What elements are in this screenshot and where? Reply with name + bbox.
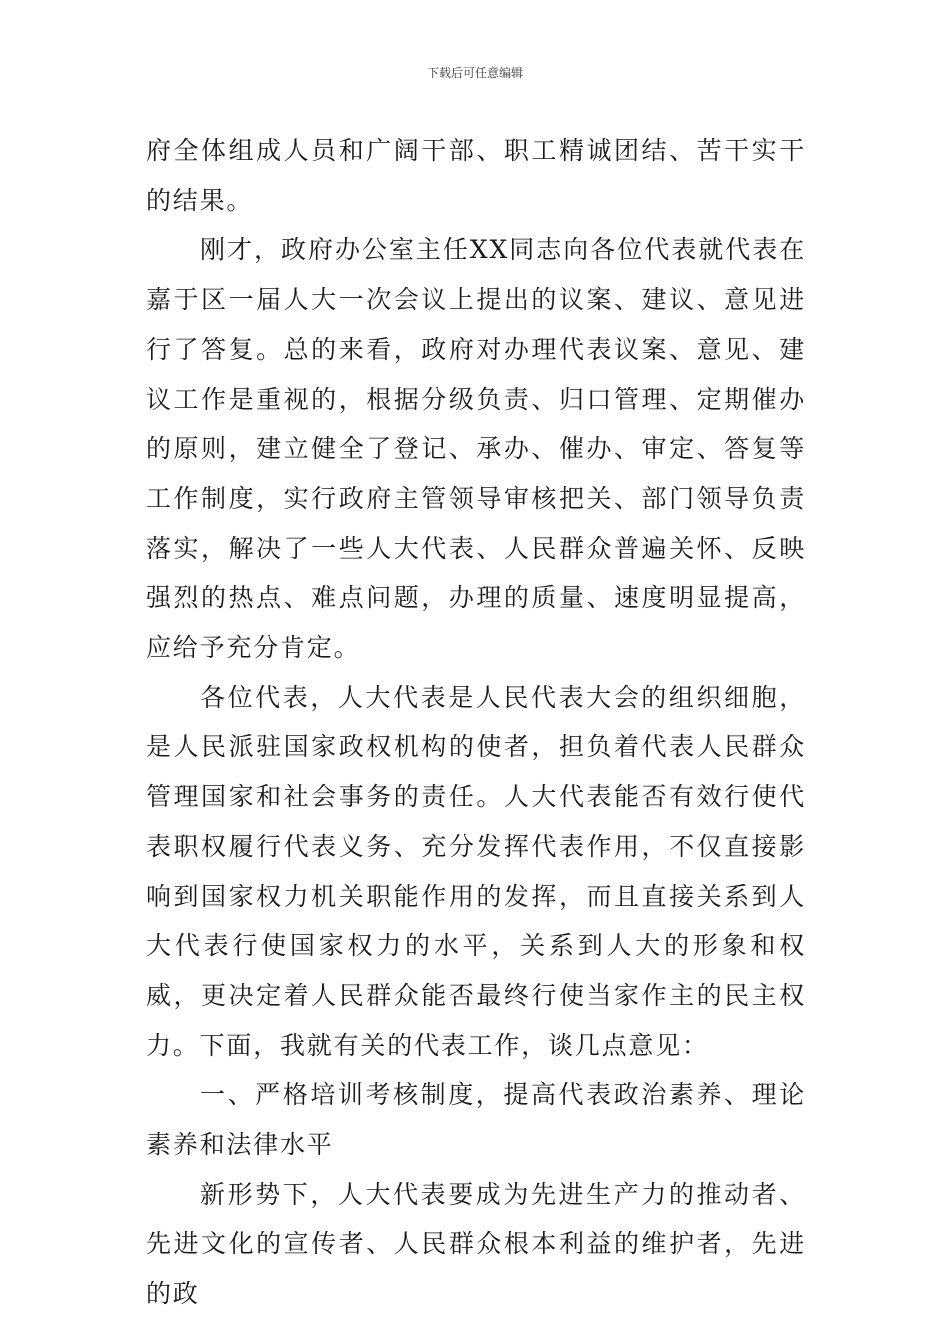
paragraph-deputy-role: 各位代表，人大代表是人民代表大会的组织细胞，是人民派驻国家政权机构的使者，担负着代表人民群众管理国家和社会事务的责任。人大代表能否有效行使代表职权履行代表义务、充分发挥代表作用，不仅直接影响到国家权力机关职能作用的发挥，而且直接关系到人大代表行使国家权力的水平，关系到人大的形象和权威，更决定着人民群众能否最终行使当家作主的民主权力。下面，我就有关的代表工作，谈几点意见： <box>146 682 806 1060</box>
section-heading-one: 一、严格培训考核制度，提高代表政治素养、理论素养和法律水平 <box>146 1080 806 1160</box>
paragraph-reply-summary: 刚才，政府办公室主任XX同志向各位代表就代表在嘉于区一届人大一次会议上提出的议案、建议、意见进行了答复。总的来看，政府对办理代表议案、意见、建议工作是重视的，根据分级负责、归口管理、定期催办的原则，建立健全了登记、承办、催办、审定、答复等工作制度，实行政府主管领导审核把关、部门领导负责落实，解决了一些人大代表、人民群众普遍关怀、反映强烈的热点、难点问题，办理的质量、速度明显提高，应给予充分肯定。 <box>146 235 806 663</box>
page-header-note: 下载后可任意编辑 <box>426 66 523 80</box>
paragraph-continuation: 府全体组成人员和广阔干部、职工精诚团结、苦干实干的结果。 <box>146 136 806 215</box>
paragraph-new-situation: 新形势下，人大代表要成为先进生产力的推动者、先进文化的宣传者、人民群众根本利益的维护者，先进的政 <box>146 1179 806 1309</box>
document-body <box>146 126 806 1319</box>
